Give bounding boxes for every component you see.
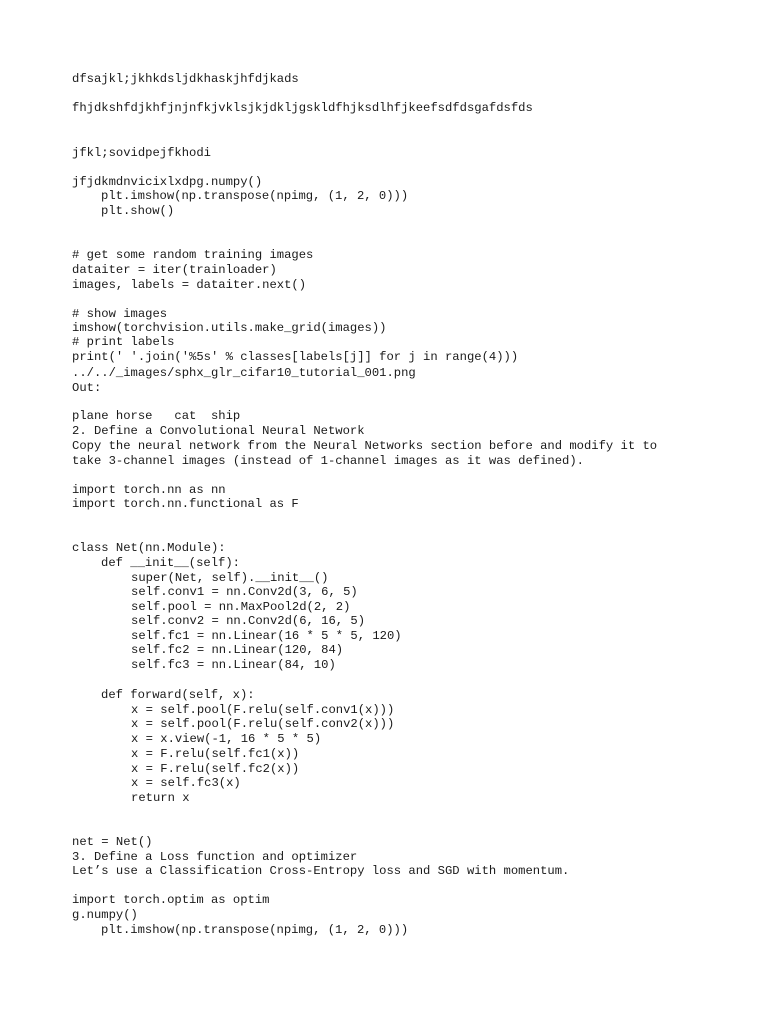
code-line: import torch.nn.functional as F <box>72 497 299 511</box>
code-line: x = F.relu(self.fc1(x)) <box>131 747 300 761</box>
code-line: x = self.pool(F.relu(self.conv1(x))) <box>131 703 395 717</box>
text-line: Copy the neural network from the Neural Networks section before and modify it to <box>72 439 658 453</box>
code-line: x = self.fc3(x) <box>131 776 241 790</box>
code-line: plt.imshow(np.transpose(npimg, (1, 2, 0))) <box>101 189 409 203</box>
code-line: class Net(nn.Module): <box>72 541 226 555</box>
code-line: self.conv1 = nn.Conv2d(3, 6, 5) <box>131 585 358 599</box>
code-line: g.numpy() <box>72 908 138 922</box>
code-line: x = x.view(-1, 16 * 5 * 5) <box>131 732 322 746</box>
output-line: plane horse cat ship <box>72 409 241 423</box>
code-line: plt.imshow(np.transpose(npimg, (1, 2, 0))) <box>101 923 409 937</box>
text-line: dfsajkl;jkhkdsljdkhaskjhfdjkads <box>72 72 299 86</box>
code-line: x = self.pool(F.relu(self.conv2(x))) <box>131 717 395 731</box>
code-line: plt.show() <box>101 204 175 218</box>
code-comment-line: # get some random training images <box>72 248 314 262</box>
code-line: super(Net, self).__init__() <box>131 571 329 585</box>
code-line: print(' '.join('%5s' % classes[labels[j]] for j in range(4))) <box>72 350 519 364</box>
code-line: dataiter = iter(trainloader) <box>72 263 277 277</box>
output-label: Out: <box>72 381 102 395</box>
text-line: fhjdkshfdjkhfjnjnfkjvklsjkjdkljgskldfhjksdlhfjkeefsdfdsgafdsfds <box>72 101 533 115</box>
section-heading: 3. Define a Loss function and optimizer <box>72 850 358 864</box>
code-line: self.pool = nn.MaxPool2d(2, 2) <box>131 600 351 614</box>
code-comment-line: # print labels <box>72 335 175 349</box>
code-line: jfjdkmdnvicixlxdpg.numpy() <box>72 175 263 189</box>
code-line: self.fc3 = nn.Linear(84, 10) <box>131 658 336 672</box>
code-line: def forward(self, x): <box>101 688 255 702</box>
text-line: jfkl;sovidpejfkhodi <box>72 146 211 160</box>
code-line: x = F.relu(self.fc2(x)) <box>131 762 300 776</box>
code-line: self.conv2 = nn.Conv2d(6, 16, 5) <box>131 614 366 628</box>
code-line: def __init__(self): <box>101 556 240 570</box>
text-line: Let’s use a Classification Cross-Entropy loss and SGD with momentum. <box>72 864 570 878</box>
code-line: import torch.optim as optim <box>72 893 270 907</box>
text-line: take 3-channel images (instead of 1-channel images as it was defined). <box>72 454 584 468</box>
code-line: self.fc2 = nn.Linear(120, 84) <box>131 643 344 657</box>
code-line: imshow(torchvision.utils.make_grid(images)) <box>72 321 387 335</box>
code-line: net = Net() <box>72 835 153 849</box>
code-line: images, labels = dataiter.next() <box>72 278 307 292</box>
image-path-line: ../../_images/sphx_glr_cifar10_tutorial_001.png <box>72 366 416 380</box>
code-line: import torch.nn as nn <box>72 483 226 497</box>
section-heading: 2. Define a Convolutional Neural Network <box>72 424 365 438</box>
code-comment-line: # show images <box>72 307 168 321</box>
code-line: return x <box>131 791 190 805</box>
code-line: self.fc1 = nn.Linear(16 * 5 * 5, 120) <box>131 629 402 643</box>
